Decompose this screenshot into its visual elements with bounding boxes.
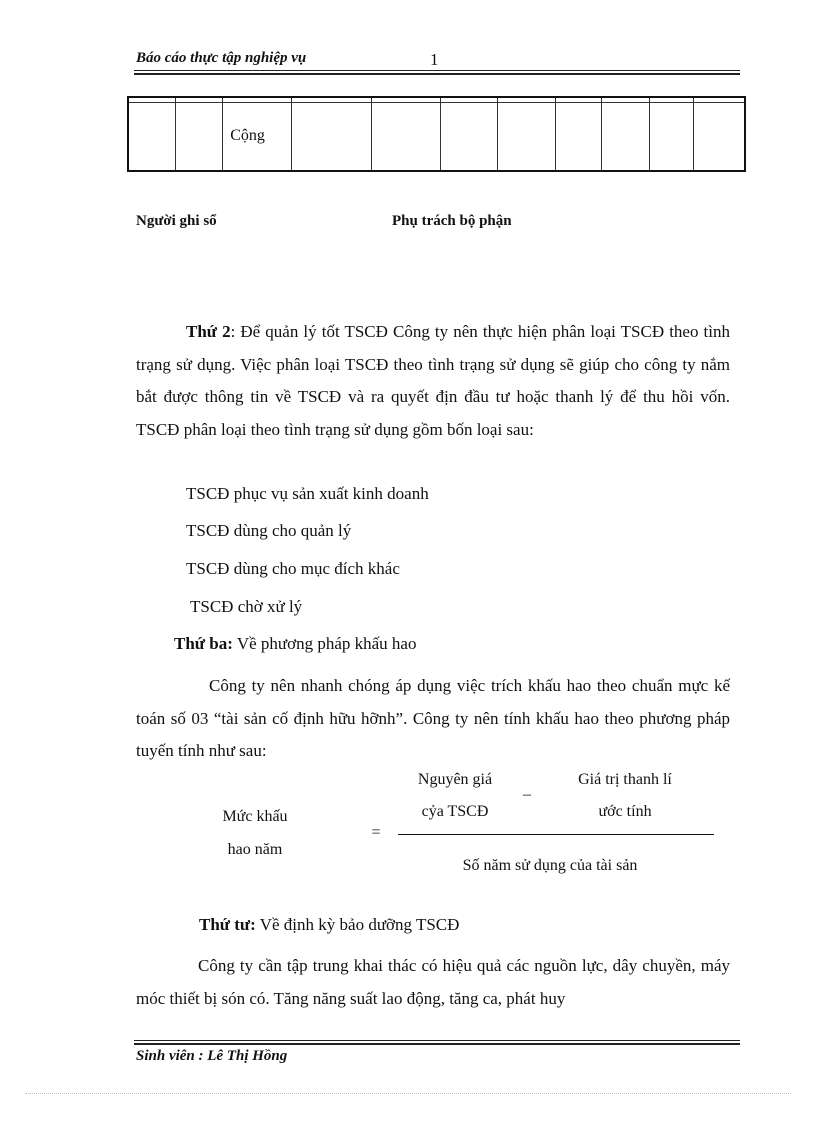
section-2-text: : Để quản lý tốt TSCĐ Công ty nên thực hiện phân loại TSCĐ theo tình trạng sử dụng. Việc phân loại TSCĐ theo tình trạng sử dụng sẽ giúp cho công ty nắm bắt được thông tin về TSCĐ và ra quyết địn đầu tư hoặc thanh lý để thu hồi vốn. TSCĐ phân loại theo tình trạng sử dụng gồm bốn loại sau:	[136, 322, 730, 439]
section-3-label: Thứ ba:	[174, 634, 233, 653]
page-number: 1	[430, 50, 439, 69]
asset-table	[127, 96, 746, 172]
list-item: TSCĐ dùng cho mục đích khác	[186, 559, 400, 578]
table-cell	[292, 102, 372, 171]
formula-num-a-line2: cỷa TSCĐ	[421, 803, 489, 820]
formula-minus: –	[523, 786, 531, 803]
footer-rule	[134, 1040, 740, 1045]
table-cell	[556, 102, 602, 171]
header-rule	[134, 70, 740, 75]
table-cell	[601, 102, 649, 171]
list-item: TSCĐ chờ xử lý	[190, 597, 303, 616]
signature-recorder: Người ghi sổ	[136, 213, 217, 229]
footer-student-name: Sinh viên : Lê Thị Hồng	[136, 1048, 288, 1064]
header-title: Báo cáo thực tập nghiệp vụ	[136, 50, 307, 66]
table-cell	[693, 102, 745, 171]
formula-lhs-line1: Mức khấu	[222, 808, 288, 825]
formula-lhs-line2: hao năm	[227, 841, 283, 858]
table-cell	[371, 102, 440, 171]
section-4-title: Về định kỳ bảo dưỡng TSCĐ	[255, 915, 460, 934]
formula-num-a-line1: Nguyên giá	[417, 771, 493, 788]
formula-equals: =	[371, 824, 381, 841]
list-item: TSCĐ phục vụ sản xuất kinh doanh	[186, 484, 429, 503]
table-cell	[498, 102, 556, 171]
section-2-label: Thứ 2	[186, 322, 231, 341]
section-4-label: Thứ tư:	[199, 915, 256, 934]
section-2-paragraph	[136, 316, 730, 446]
signature-supervisor: Phụ trách bộ phận	[392, 213, 512, 229]
section-3-heading	[174, 634, 416, 654]
section-3-title: Về phương pháp khấu hao	[232, 634, 417, 653]
formula-num-b-line1: Giá trị thanh lí	[578, 771, 672, 788]
table-cell	[649, 102, 693, 171]
table-row	[128, 102, 745, 171]
formula-num-b-line2: ước tính	[598, 803, 652, 820]
formula-denominator: Số năm sử dụng của tài sản	[462, 857, 638, 874]
list-item: TSCĐ dùng cho quản lý	[186, 521, 352, 540]
section-4-heading	[199, 915, 459, 935]
section-3-paragraph: Công ty nên nhanh chóng áp dụng việc trích khấu hao theo chuẩn mực kế toán số 03 “tài sản cố định hữu hỡnh”. Công ty nên tính khấu hao theo phương pháp tuyến tính như sau:	[136, 676, 730, 760]
table-cell	[128, 102, 176, 171]
table-cell-total-label: Cộng	[223, 102, 292, 171]
table-cell	[176, 102, 223, 171]
table-cell	[440, 102, 498, 171]
formula-fraction-bar	[398, 834, 714, 835]
page-bottom-border	[25, 1093, 791, 1094]
section-4-paragraph: Công ty cần tập trung khai thác có hiệu quả các nguồn lực, dây chuyền, máy móc thiết bị són có. Tăng năng suất lao động, tăng ca, phát huy	[136, 956, 730, 1008]
